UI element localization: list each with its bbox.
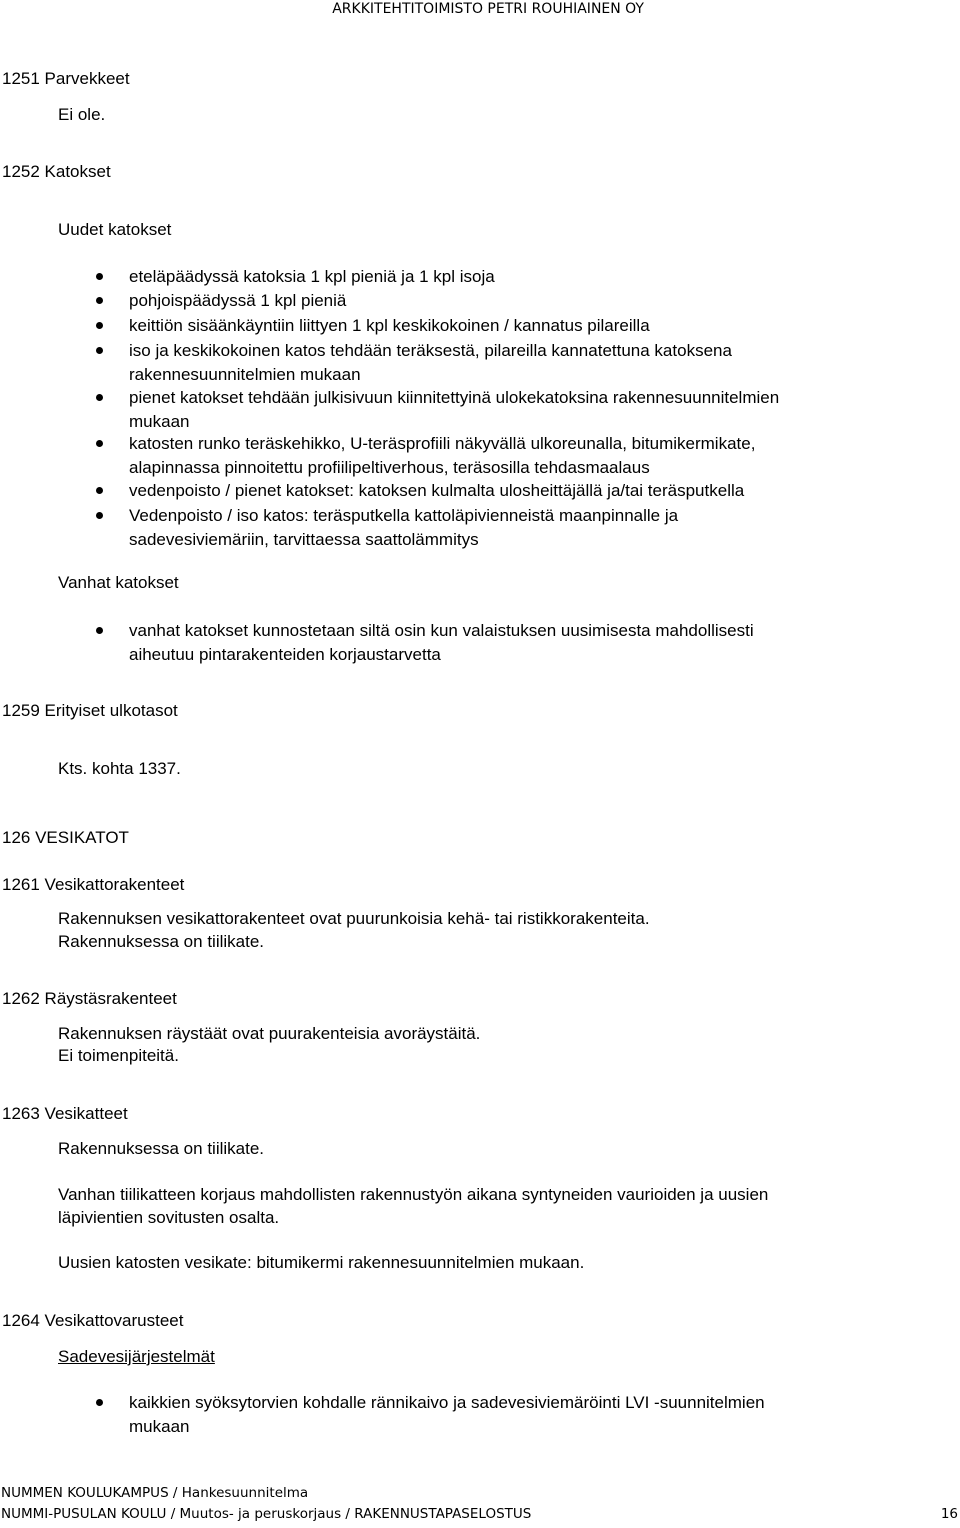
list-item	[129, 619, 929, 666]
page-number: 16	[940, 1506, 958, 1522]
bullet-icon	[96, 1399, 103, 1406]
text-1262-line2: Ei toimenpiteitä.	[58, 1046, 179, 1065]
list-item	[129, 289, 929, 313]
list-item-text: mukaan	[129, 1416, 190, 1436]
bullet-icon	[96, 347, 103, 354]
list-item-text: sadevesiviemäriin, tarvittaessa saattolämmitys	[129, 529, 479, 549]
heading-126: 126 VESIKATOT	[2, 828, 129, 847]
text-1261-line2: Rakennuksessa on tiilikate.	[58, 932, 265, 951]
list-item-text: vanhat katokset kunnostetaan siltä osin kun valaistuksen uusimisesta mahdollisesti	[129, 621, 754, 640]
footer-line-2: NUMMI-PUSULAN KOULU / Muutos- ja peruskorjaus / RAKENNUSTAPASELOSTUS	[1, 1506, 532, 1522]
list-item-text: mukaan	[129, 411, 190, 431]
heading-1262: 1262 Räystäsrakenteet	[2, 989, 177, 1008]
list-item-text: alapinnassa pinnoitettu profiilipeltiverhous, teräsosilla tehdasmaalaus	[129, 457, 650, 477]
list-item-text: katosten runko teräskehikko, U-teräsprofiili näkyvällä ulkoreunalla, bitumikermikate,	[129, 434, 756, 453]
list-item	[129, 432, 929, 479]
list-item-text: Vedenpoisto / iso katos: teräsputkella kattoläpivienneistä maanpinnalle ja	[129, 506, 679, 525]
text-1261-line1: Rakennuksen vesikattorakenteet ovat puurunkoisia kehä- tai ristikkorakenteita.	[58, 909, 650, 928]
heading-1251: 1251 Parvekkeet	[2, 69, 130, 88]
list-item-text: vedenpoisto / pienet katokset: katoksen kulmalta ulosheittäjällä ja/tai teräsputkella	[129, 481, 745, 500]
list-item	[129, 504, 929, 551]
list-item	[129, 339, 929, 386]
bullet-icon	[96, 487, 103, 494]
list-item	[129, 265, 929, 289]
bullet-icon	[96, 297, 103, 304]
text-1263-p2-line1: Vanhan tiilikatteen korjaus mahdollisten rakennustyön aikana syntyneiden vaurioiden ja uusien	[58, 1185, 769, 1204]
heading-1259: 1259 Erityiset ulkotasot	[2, 701, 178, 720]
list-item-text: keittiön sisäänkäyntiin liittyen 1 kpl keskikokoinen / kannatus pilareilla	[129, 316, 650, 335]
bullet-icon	[96, 273, 103, 280]
subheading-new-canopies: Uudet katokset	[58, 220, 172, 239]
list-item-text: pienet katokset tehdään julkisivuun kiinnitettyinä ulokekatoksina rakennesuunnitelmien	[129, 388, 780, 407]
bullet-icon	[96, 512, 103, 519]
text-1262-line1: Rakennuksen räystäät ovat puurakenteisia avoräystäitä.	[58, 1024, 481, 1043]
list-item-text: kaikkien syöksytorvien kohdalle rännikaivo ja sadevesiviemäröinti LVI -suunnitelmien	[129, 1393, 765, 1412]
heading-1252: 1252 Katokset	[2, 162, 111, 181]
text-1251: Ei ole.	[58, 105, 106, 124]
bullet-icon	[96, 440, 103, 447]
list-item-text: eteläpäädyssä katoksia 1 kpl pieniä ja 1 kpl isoja	[129, 267, 495, 286]
list-item-text: aiheutuu pintarakenteiden korjaustarvetta	[129, 644, 441, 664]
bullet-icon	[96, 322, 103, 329]
text-1263-p3: Uusien katosten vesikate: bitumikermi rakennesuunnitelmien mukaan.	[58, 1253, 585, 1272]
text-1263-p1: Rakennuksessa on tiilikate.	[58, 1139, 265, 1158]
subheading-old-canopies: Vanhat katokset	[58, 573, 179, 592]
text-1263-p2-line2: läpivientien sovitusten osalta.	[58, 1208, 280, 1227]
list-item	[129, 479, 929, 503]
subheading-rainwater-systems: Sadevesijärjestelmät	[58, 1347, 215, 1366]
bullet-icon	[96, 394, 103, 401]
list-item	[129, 314, 929, 338]
page-header-company: ARKKITEHTITOIMISTO PETRI ROUHIAINEN OY	[332, 1, 644, 17]
list-item	[129, 1391, 929, 1438]
list-item-text: pohjoispäädyssä 1 kpl pieniä	[129, 291, 347, 310]
bullet-icon	[96, 627, 103, 634]
heading-1263: 1263 Vesikatteet	[2, 1104, 128, 1123]
text-1259: Kts. kohta 1337.	[58, 759, 181, 778]
heading-1261: 1261 Vesikattorakenteet	[2, 875, 185, 894]
list-item	[129, 386, 929, 433]
footer-line-1: NUMMEN KOULUKAMPUS / Hankesuunnitelma	[1, 1485, 309, 1501]
list-item-text: iso ja keskikokoinen katos tehdään teräksestä, pilareilla kannatettuna katoksena	[129, 341, 732, 360]
list-item-text: rakennesuunnitelmien mukaan	[129, 364, 361, 384]
heading-1264: 1264 Vesikattovarusteet	[2, 1311, 184, 1330]
